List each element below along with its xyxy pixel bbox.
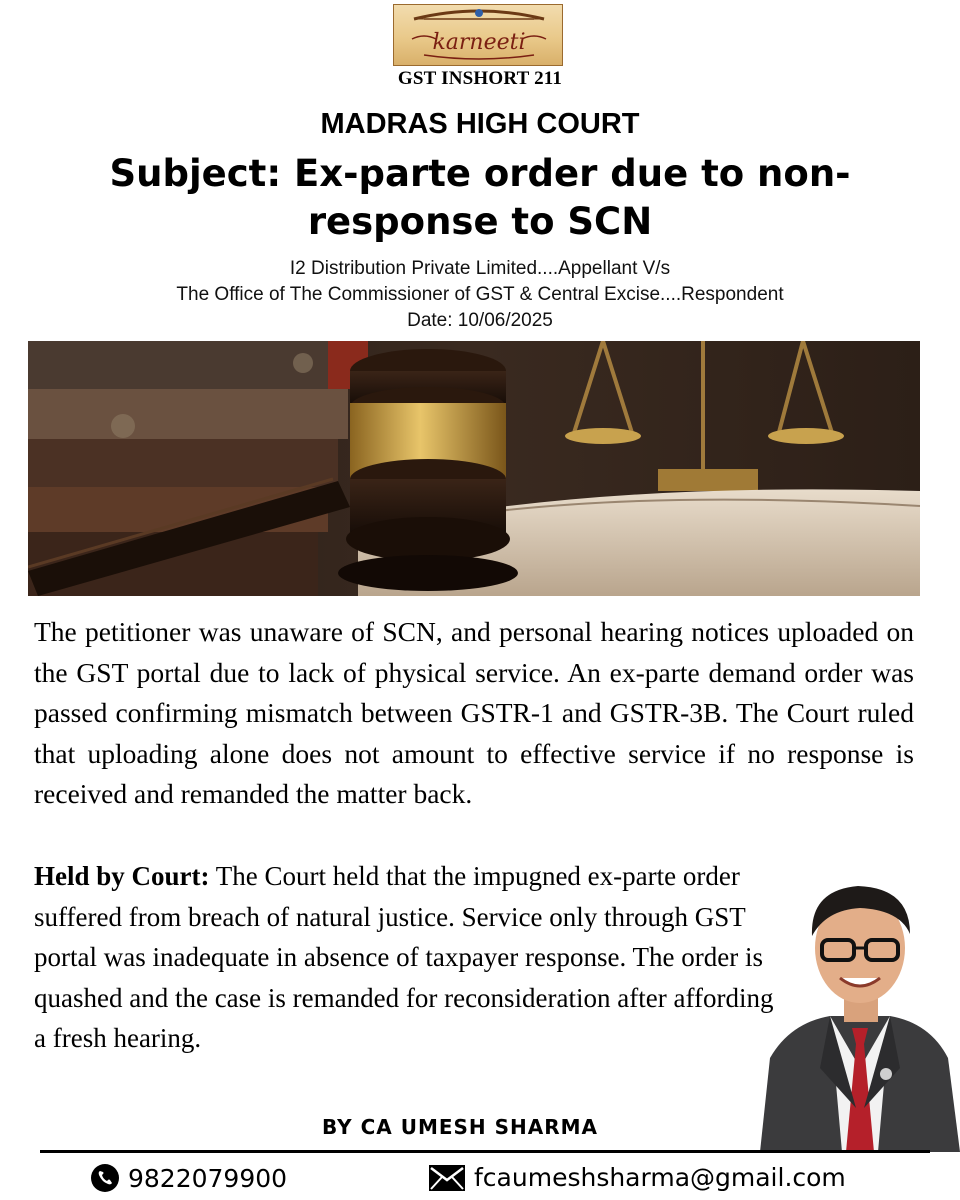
- logo-text: karneeti: [432, 30, 526, 55]
- date-line: Date: 10/06/2025: [407, 310, 553, 331]
- phone-number[interactable]: 9822079900: [128, 1163, 288, 1193]
- respondent-line: The Office of The Commissioner of GST & Central Excise....Respondent: [176, 284, 784, 305]
- author-credit: BY CA UMESH SHARMA: [322, 1115, 599, 1139]
- subject-heading: Subject: Ex-parte order due to non-response to SCN: [109, 152, 851, 243]
- case-parties: [0, 256, 960, 334]
- email-address[interactable]: fcaumeshsharma@gmail.com: [474, 1163, 846, 1192]
- held-text: The Court held that the impugned ex-parte order suffered from breach of natural justice. Service only through GST portal was inadequate in absence of taxpayer response. The order is quashed and the case is remanded for reconsideration after affording a fresh hearing.: [34, 861, 774, 1053]
- appellant-line: I2 Distribution Private Limited....Appellant V/s: [289, 258, 671, 279]
- gavel-photo: [28, 341, 920, 596]
- brand-logo: [393, 4, 563, 66]
- footer-divider: [40, 1150, 930, 1153]
- phone-contact[interactable]: [90, 1163, 287, 1193]
- case-summary: The petitioner was unaware of SCN, and personal hearing notices uploaded on the GST portal due to lack of physical service. An ex-parte demand order was passed confirming mismatch between GSTR-1 and GSTR-3B. The Court ruled that uploading alone does not amount to effective service if no response is received and remanded the matter back.: [34, 616, 914, 809]
- held-label: Held by Court:: [34, 861, 210, 891]
- phone-icon: [90, 1163, 120, 1193]
- series-title: GST INSHORT 211: [397, 68, 563, 89]
- author-portrait: [760, 868, 960, 1152]
- court-name: MADRAS HIGH COURT: [320, 108, 640, 140]
- held-paragraph: [34, 856, 774, 1059]
- mail-icon: [428, 1164, 466, 1192]
- email-contact[interactable]: [428, 1163, 846, 1192]
